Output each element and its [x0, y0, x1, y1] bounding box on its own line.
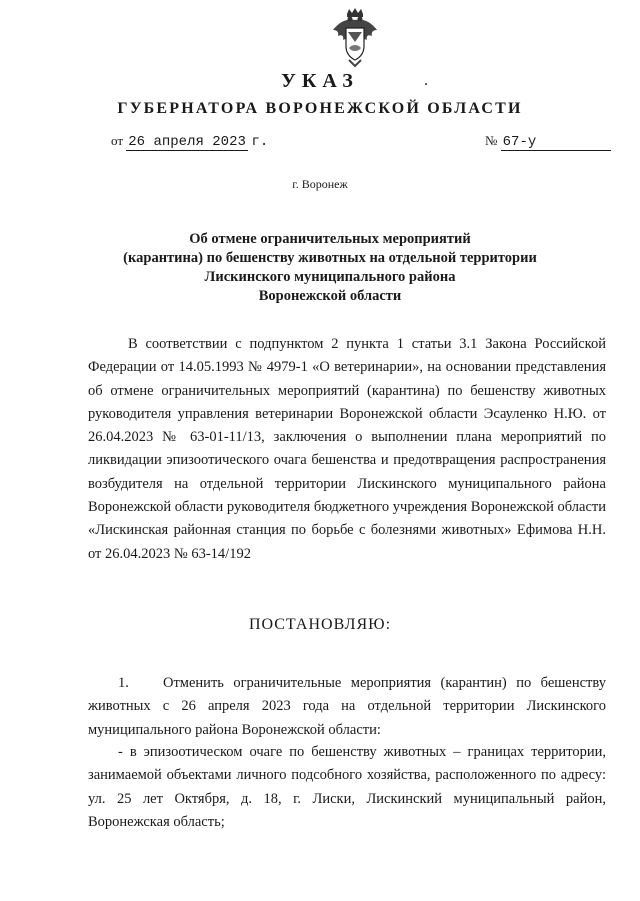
issue-city: г. Воронеж — [292, 177, 348, 191]
subject-line: (карантина) по бешенству животных на отдельной территории — [123, 250, 537, 266]
preamble-paragraph: В соответствии с подпунктом 2 пункта 1 статьи 3.1 Закона Российской Федерации от 14.05.1993 № 4979-1 «О ветеринарии», на основании представления об отмене ограничительных мероприятий (карантина) по бешенству животных руководителя управления ветеринарии Воронежской области Эсауленко Н.Ю. от 26.04.2023 № 63-01-11/13, заключения о выполнении плана мероприятий по ликвидации эпизоотического очага бешенства и предотвращения распространения возбудителя на отдельной территории Лискинского муниципального района Воронежской области руководителя бюджетного учреждения Воронежской области «Лискинская районная станция по борьбе с болезнями животных» Ефимова Н.Н. от 26.04.2023 № 63-14/192 — [88, 336, 606, 562]
decree-heading: ПОСТАНОВЛЯЮ: — [248, 616, 392, 633]
date-value: 26 апреля 2023 — [126, 135, 248, 151]
item-text: Отменить ограничительные мероприятия (карантин) по бешенству животных с 26 апреля 2023 года на отдельной территории Лискинского муниципального района Воронежской области: — [88, 675, 606, 738]
coat-of-arms-icon — [329, 8, 381, 68]
decree-date — [111, 133, 268, 151]
number-prefix: № — [485, 133, 498, 148]
subject-line: Воронежской области — [258, 288, 402, 304]
subject-line: Лискинского муниципального района — [204, 269, 456, 285]
document-title: УКАЗ — [281, 70, 359, 92]
item-number: 1. — [118, 675, 129, 691]
item-1-subitem: - в эпизоотическом очаге по бешенству животных – границах территории, занимаемой объектами личного подсобного хозяйства, расположенного по адресу: ул. 25 лет Октября, д. 18, г. Лиски, Лискинский муниципальный район, Воронежская область; — [88, 744, 606, 830]
date-suffix: г. — [251, 134, 269, 150]
number-value: 67-у — [501, 135, 611, 151]
decree-subject — [80, 230, 580, 306]
issuer-title: ГУБЕРНАТОРА ВОРОНЕЖСКОЙ ОБЛАСТИ — [117, 100, 523, 117]
decree-number — [485, 133, 611, 151]
title-mark: . — [424, 72, 428, 89]
subject-line: Об отмене ограничительных мероприятий — [189, 231, 471, 247]
item-1-paragraph — [88, 672, 606, 742]
date-prefix: от — [111, 133, 124, 148]
